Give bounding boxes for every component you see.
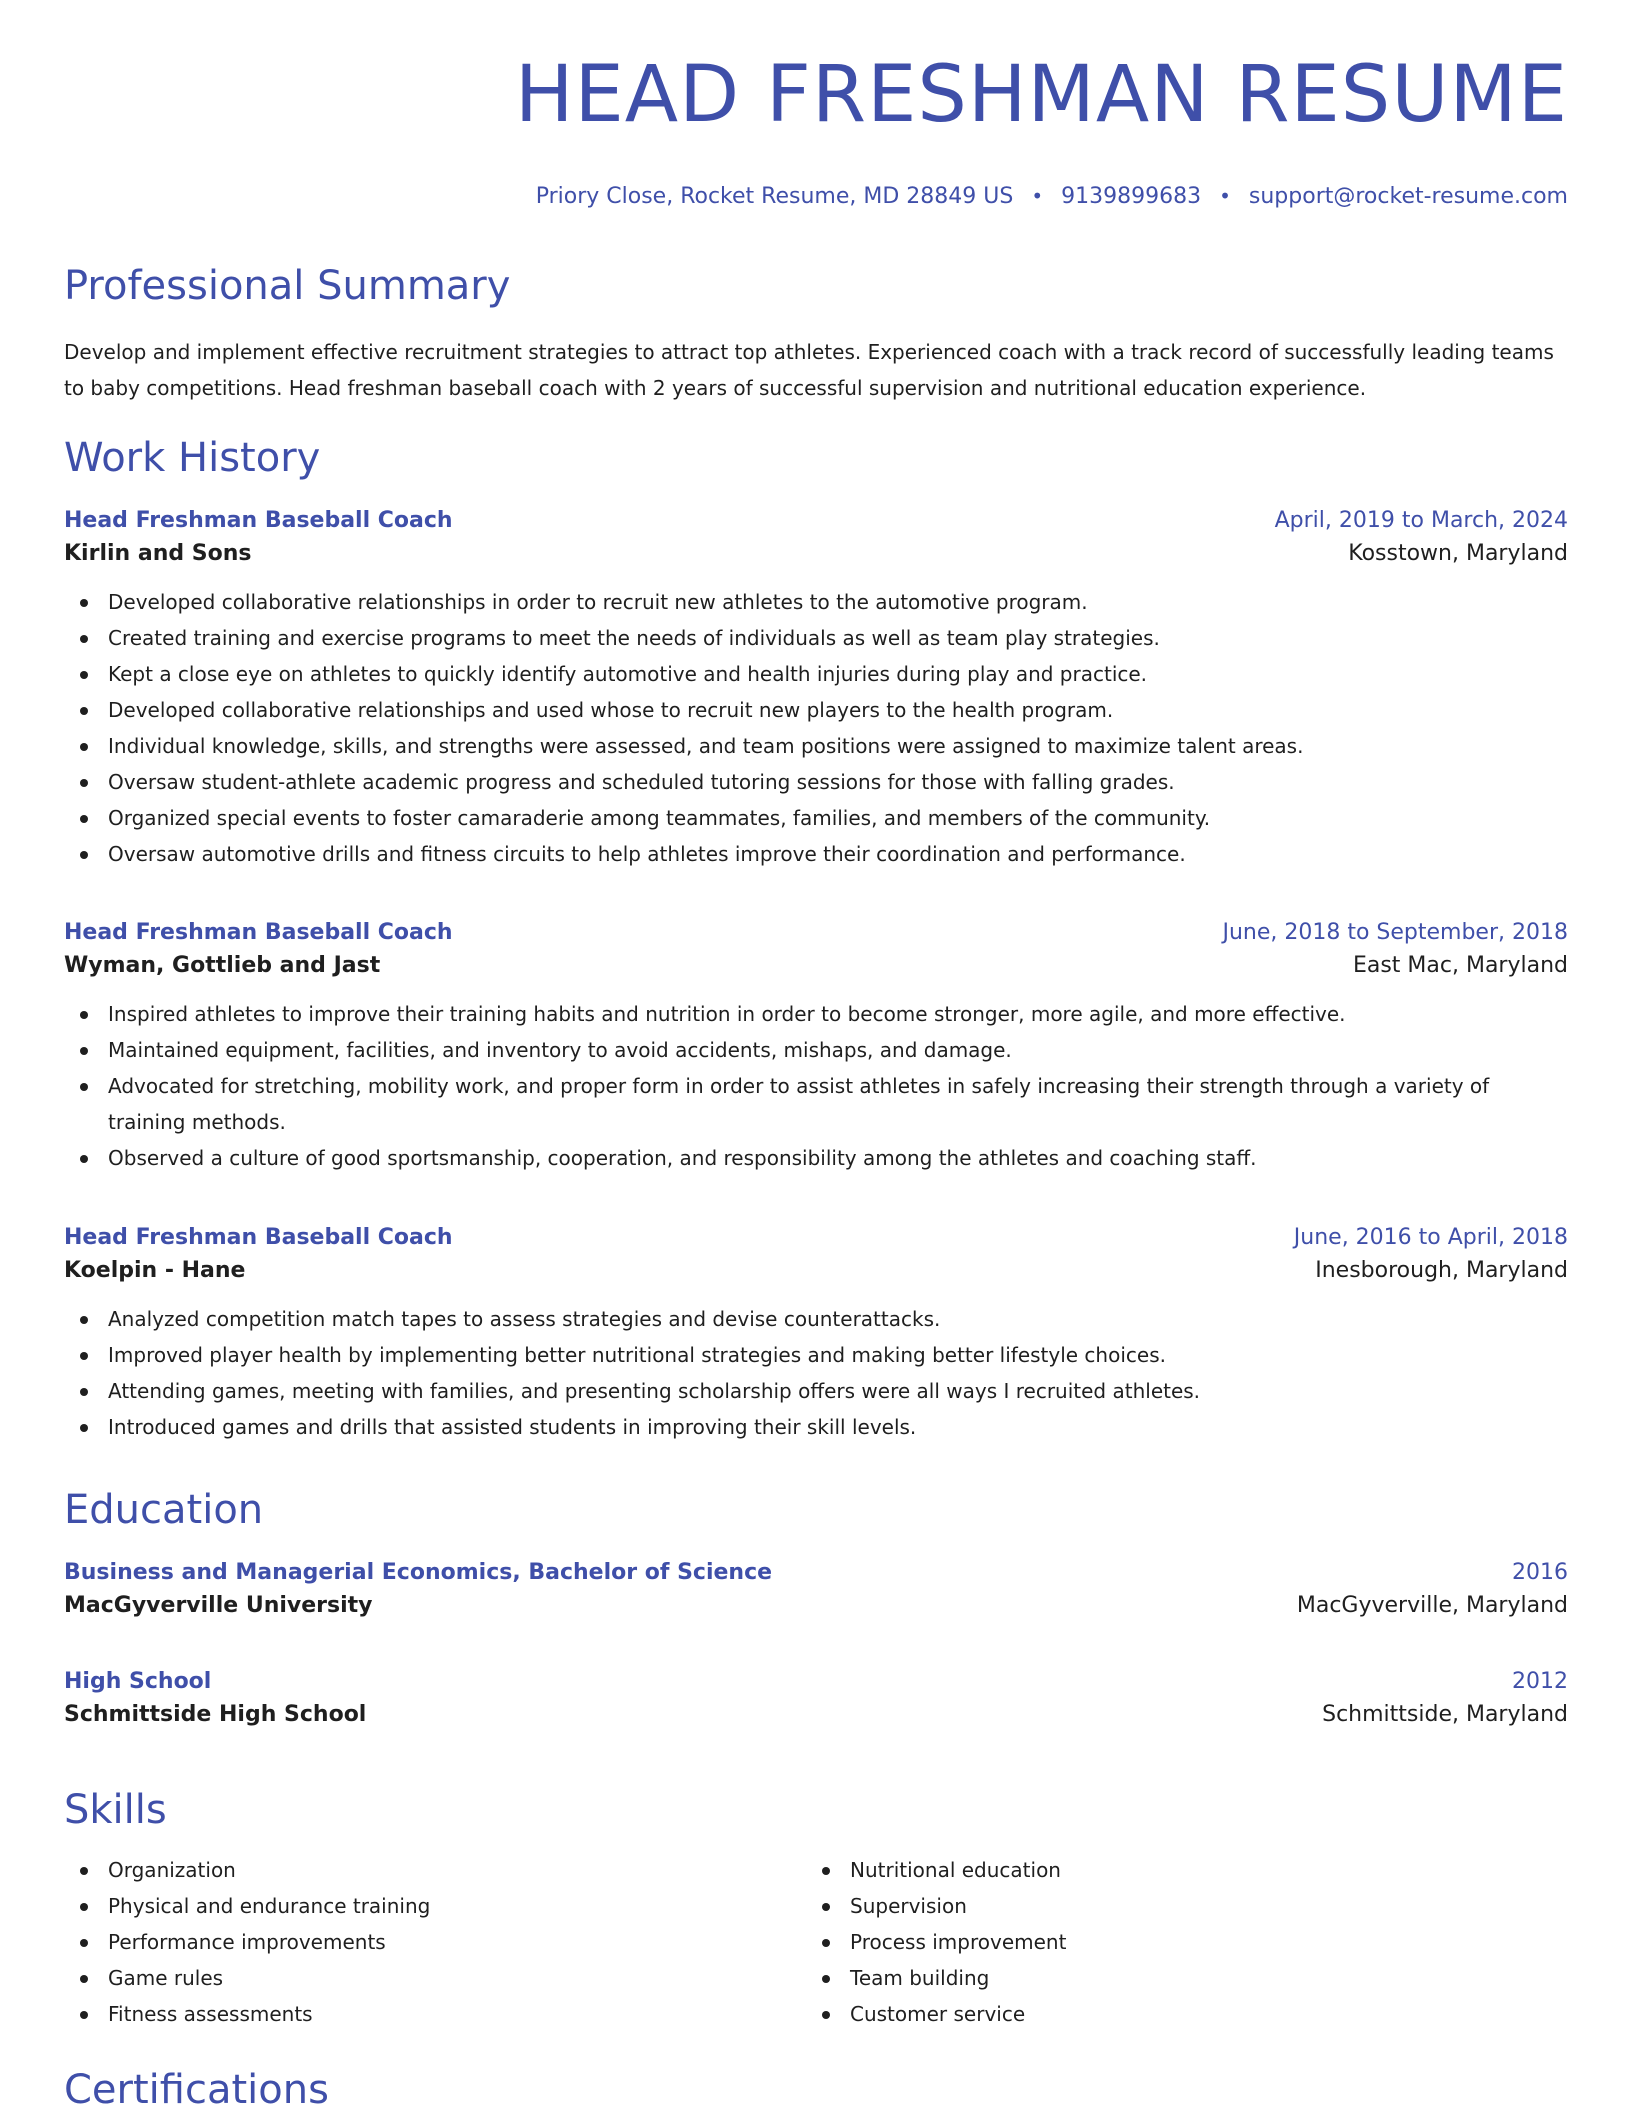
skill-item: Fitness assessments: [64, 1996, 806, 2032]
skill-item: Supervision: [806, 1888, 1548, 1924]
contact-separator: •: [1031, 184, 1044, 208]
education-year: 2016: [1512, 1560, 1568, 1585]
education-subheader: [64, 1585, 1568, 1618]
job-bullet: Attending games, meeting with families, and presenting scholarship offers were all ways I recruited athletes.: [64, 1373, 1568, 1409]
skill-item: Nutritional education: [806, 1852, 1548, 1888]
education-header: [64, 1560, 1568, 1585]
summary-text: Develop and implement effective recruitment strategies to attract top athletes. Experienced coach with a track record of successfully leading teams to baby competitions. Head freshman baseball coach with 2 years of successful supervision and nutritional education experience.: [64, 340, 1554, 400]
job-bullet: Improved player health by implementing better nutritional strategies and making better lifestyle choices.: [64, 1337, 1568, 1373]
job-location: East Mac, Maryland: [1352, 953, 1568, 978]
education-section-header: [64, 1487, 1568, 1533]
job-role: Head Freshman Baseball Coach: [64, 1225, 453, 1250]
skill-item: Organization: [64, 1852, 806, 1888]
job-bullet: Maintained equipment, facilities, and inventory to avoid accidents, mishaps, and damage.: [64, 1032, 1568, 1068]
job-entry: [64, 1225, 1568, 1445]
job-dates: June, 2018 to September, 2018: [1222, 920, 1568, 945]
skills-list-right: [806, 1852, 1548, 2032]
job-subheader: [64, 1250, 1568, 1283]
contact-separator: •: [1219, 184, 1231, 208]
section-title-education: Education: [64, 1487, 264, 1533]
skills-list-left: [64, 1852, 806, 2032]
skill-item: Customer service: [806, 1996, 1548, 2032]
section-title-work: Work History: [64, 435, 321, 481]
skill-item: Physical and endurance training: [64, 1888, 806, 1924]
job-header: [64, 920, 1568, 945]
education-location: Schmittside, Maryland: [1322, 1702, 1568, 1727]
skills-columns: [64, 1852, 1568, 2032]
education-header: [64, 1669, 1568, 1694]
job-bullet: Created training and exercise programs to meet the needs of individuals as well as team play strategies.: [64, 620, 1568, 656]
job-bullet: Developed collaborative relationships and used whose to recruit new players to the health program.: [64, 692, 1568, 728]
job-role: Head Freshman Baseball Coach: [64, 920, 453, 945]
job-entry: [64, 508, 1568, 872]
job-role: Head Freshman Baseball Coach: [64, 508, 453, 533]
section-title-certifications: Certifications: [64, 2067, 329, 2113]
contact-line: [536, 184, 1568, 209]
job-company: Wyman, Gottlieb and Jast: [64, 953, 381, 978]
job-company: Kirlin and Sons: [64, 541, 252, 566]
job-bullet: Organized special events to foster camaraderie among teammates, families, and members of the community.: [64, 800, 1568, 836]
summary-section: [64, 263, 1568, 406]
education-degree: High School: [64, 1669, 212, 1694]
education-subheader: [64, 1694, 1568, 1727]
job-bullets: [64, 1301, 1568, 1445]
skill-item: Process improvement: [806, 1924, 1548, 1960]
section-title-summary: Professional Summary: [64, 263, 511, 309]
job-bullet: Advocated for stretching, mobility work, and proper form in order to assist athletes in safely increasing their strength through a variety of training methods.: [64, 1068, 1568, 1140]
education-school: MacGyverville University: [64, 1593, 373, 1618]
job-subheader: [64, 945, 1568, 978]
job-location: Inesborough, Maryland: [1315, 1258, 1568, 1283]
job-entry: [64, 920, 1568, 1176]
education-year: 2012: [1512, 1669, 1568, 1694]
job-location: Kosstown, Maryland: [1348, 541, 1568, 566]
education-entry: [64, 1669, 1568, 1727]
job-bullet: Introduced games and drills that assisted students in improving their skill levels.: [64, 1409, 1568, 1445]
skill-item: Game rules: [64, 1960, 806, 1996]
job-bullet: Observed a culture of good sportsmanship, cooperation, and responsibility among the athletes and coaching staff.: [64, 1140, 1568, 1176]
contact-email[interactable]: support@rocket-resume.com: [1248, 184, 1568, 209]
education-location: MacGyverville, Maryland: [1296, 1593, 1568, 1618]
job-bullets: [64, 996, 1568, 1176]
education-degree: Business and Managerial Economics, Bachelor of Science: [64, 1560, 773, 1585]
job-dates: June, 2016 to April, 2018: [1293, 1225, 1568, 1250]
job-bullet: Analyzed competition match tapes to assess strategies and devise counterattacks.: [64, 1301, 1568, 1337]
job-bullet: Inspired athletes to improve their training habits and nutrition in order to become stronger, more agile, and more effective.: [64, 996, 1568, 1032]
skill-item: Team building: [806, 1960, 1548, 1996]
education-entry: [64, 1560, 1568, 1618]
job-bullet: Oversaw student-athlete academic progress and scheduled tutoring sessions for those with falling grades.: [64, 764, 1568, 800]
contact-address: Priory Close, Rocket Resume, MD 28849 US: [535, 184, 1014, 209]
job-header: [64, 508, 1568, 533]
certifications-section-header: [64, 2067, 1568, 2113]
job-bullet: Individual knowledge, skills, and strengths were assessed, and team positions were assigned to maximize talent areas.: [64, 728, 1568, 764]
job-dates: April, 2019 to March, 2024: [1274, 508, 1568, 533]
job-bullets: [64, 584, 1568, 872]
work-section-header: [64, 435, 1568, 481]
education-school: Schmittside High School: [64, 1702, 367, 1727]
section-title-skills: Skills: [64, 1787, 167, 1833]
skill-item: Performance improvements: [64, 1924, 806, 1960]
resume-name: HEAD FRESHMAN RESUME: [514, 50, 1568, 140]
skills-section: [64, 1787, 1568, 2032]
contact-phone: 9139899683: [1061, 184, 1202, 209]
job-header: [64, 1225, 1568, 1250]
job-bullet: Kept a close eye on athletes to quickly identify automotive and health injuries during play and practice.: [64, 656, 1568, 692]
job-subheader: [64, 533, 1568, 566]
job-company: Koelpin - Hane: [64, 1258, 246, 1283]
job-bullet: Developed collaborative relationships in order to recruit new athletes to the automotive program.: [64, 584, 1568, 620]
job-bullet: Oversaw automotive drills and fitness circuits to help athletes improve their coordination and performance.: [64, 836, 1568, 872]
